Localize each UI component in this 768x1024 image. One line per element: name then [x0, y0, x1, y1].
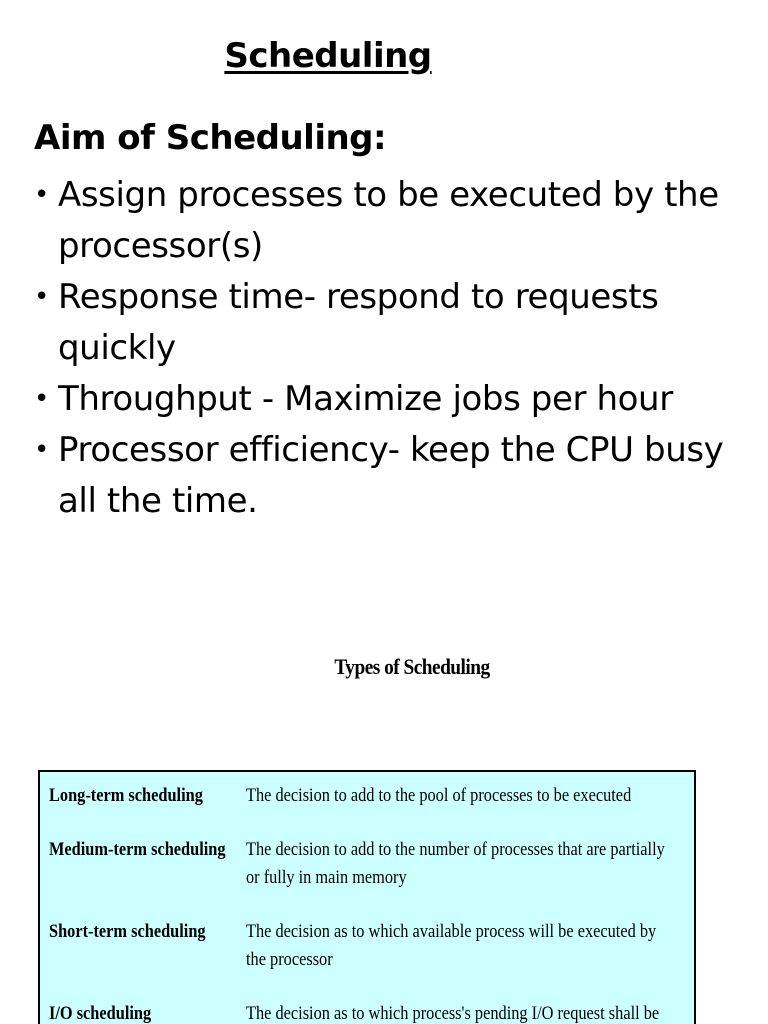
scheduling-types-table [38, 770, 696, 1024]
bullet-item [34, 272, 754, 374]
bullet-item [34, 170, 754, 272]
bullet-text: Response time- respond to requests quickly [58, 277, 659, 368]
scheduling-description: The decision to add to the number of processes that are partially or fully in main memory [246, 839, 665, 888]
aim-heading: Aim of Scheduling: [34, 118, 387, 158]
bullet-text: Throughput - Maximize jobs per hour [58, 379, 673, 419]
bullet-icon: • [34, 384, 49, 414]
scheduling-description: The decision as to which available process will be executed by the processor [246, 921, 657, 970]
scheduling-term: I/O scheduling [49, 1003, 152, 1024]
bullet-item [34, 374, 754, 425]
bullet-icon: • [34, 180, 49, 210]
bullet-item [34, 425, 754, 527]
figure-caption: Types of Scheduling [334, 654, 490, 679]
slide-title: Scheduling [224, 36, 432, 76]
bullet-icon: • [34, 435, 49, 465]
bullet-text: Processor efficiency- keep the CPU busy all the time. [58, 430, 724, 521]
aim-bullet-list [34, 170, 754, 527]
scheduling-term: Short-term scheduling [49, 921, 206, 942]
bullet-icon: • [34, 282, 49, 312]
bullet-text: Assign processes to be executed by the processor(s) [58, 175, 719, 266]
scheduling-description: The decision as to which process's pending I/O request shall be [246, 1003, 660, 1024]
scheduling-term: Medium-term scheduling [49, 839, 226, 860]
scheduling-description: The decision to add to the pool of processes to be executed [246, 785, 632, 806]
scheduling-term: Long-term scheduling [49, 785, 203, 806]
